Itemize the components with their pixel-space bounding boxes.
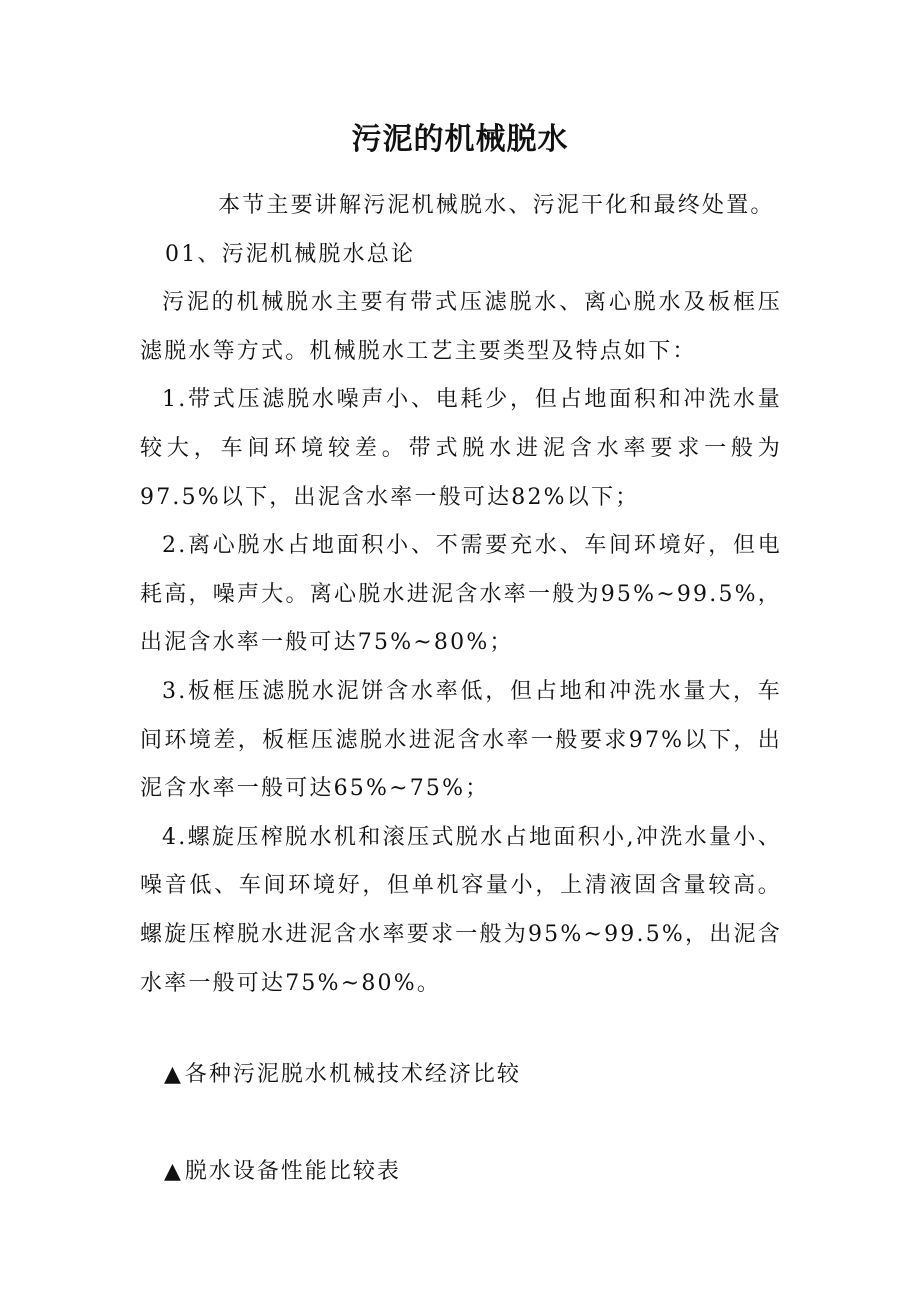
overview-paragraph: 污泥的机械脱水主要有带式压滤脱水、离心脱水及板框压滤脱水等方式。机械脱水工艺主要类型及特点如下：	[140, 290, 782, 364]
document-body	[140, 182, 782, 1008]
caption-text: 脱水设备性能比较表	[184, 1159, 401, 1184]
triangle-marker-icon: ▲	[164, 1159, 183, 1184]
list-item: 2.离心脱水占地面积小、不需要充水、车间环境好，但电耗高，噪声大。离心脱水进泥含水率一般为95%~99.5%，出泥含水率一般可达75%~80%；	[140, 533, 782, 656]
intro-paragraph: 本节主要讲解污泥机械脱水、污泥干化和最终处置。	[218, 193, 775, 218]
document-title: 污泥的机械脱水	[351, 122, 569, 157]
figure-caption	[164, 1060, 521, 1090]
triangle-marker-icon: ▲	[164, 1062, 183, 1087]
section-heading: 01、污泥机械脱水总论	[165, 241, 416, 267]
list-item: 3.板框压滤脱水泥饼含水率低，但占地和冲洗水量大，车间环境差，板框压滤脱水进泥含水率一般要求97%以下，出泥含水率一般可达65%~75%；	[140, 678, 782, 802]
caption-text: 各种污泥脱水机械技术经济比较	[184, 1062, 521, 1087]
table-caption	[164, 1157, 401, 1187]
list-item: 1.带式压滤脱水噪声小、电耗少，但占地面积和冲洗水量较大，车间环境较差。带式脱水进泥含水率要求一般为97.5%以下，出泥含水率一般可达82%以下；	[140, 387, 782, 510]
list-item: 4.螺旋压榨脱水机和滚压式脱水占地面积小,冲洗水量小、噪音低、车间环境好，但单机容量小，上清液固含量较高。螺旋压榨脱水进泥含水率要求一般为95%~99.5%，出泥含水率一般可达75%~80%。	[140, 824, 782, 996]
